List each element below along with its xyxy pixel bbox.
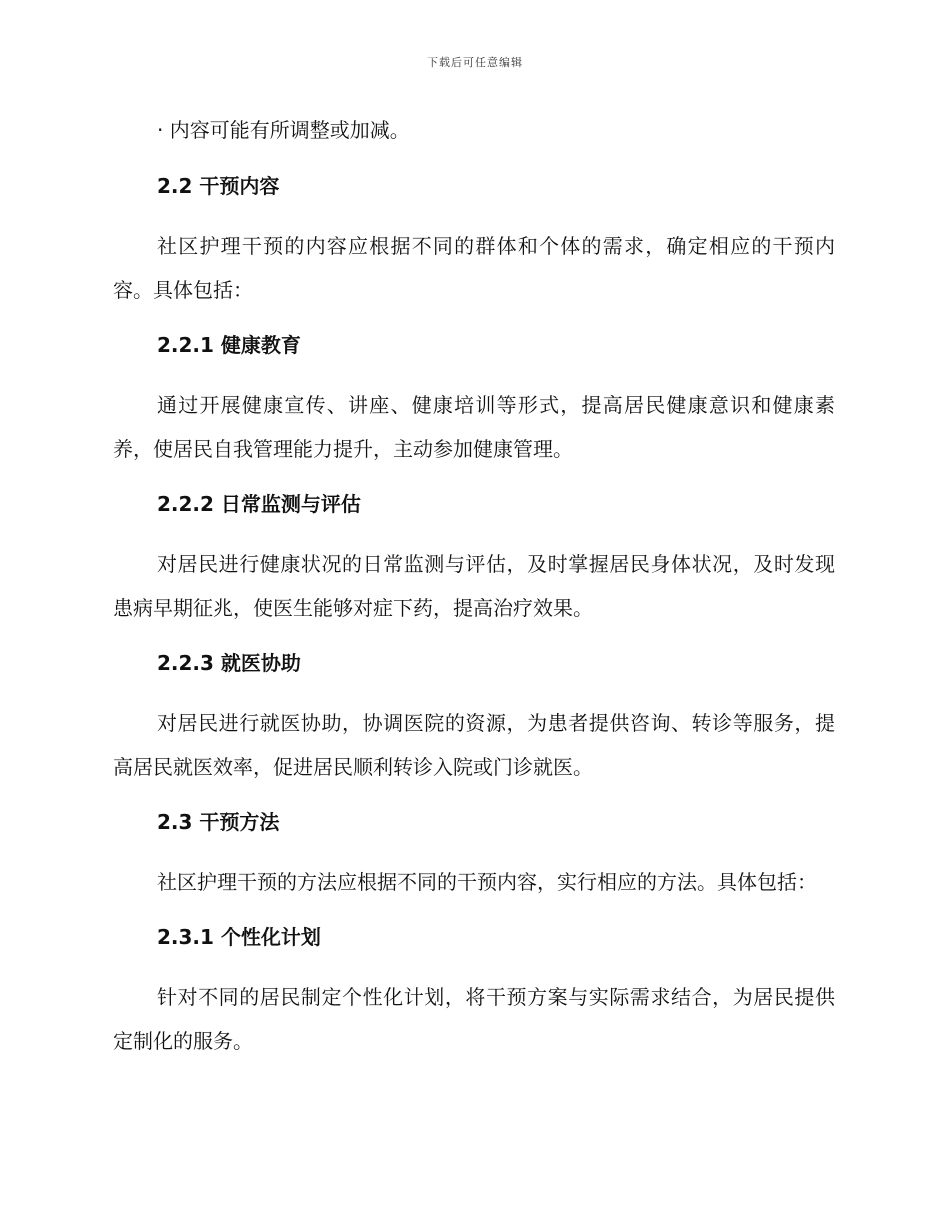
paragraph-2-3: 社区护理干预的方法应根据不同的干预内容，实行相应的方法。具体包括： [157,870,817,894]
paragraph-2-2-3: 对居民进行就医协助，协调医院的资源，为患者提供咨询、转诊等服务，提高居民就医效率，促进居民顺利转诊入院或门诊就医。 [113,711,835,779]
section-heading-2-3-1: 2.3.1 个性化计划 [157,925,321,949]
page-header: 下载后可任意编辑 [427,56,523,69]
section-heading-2-2-3: 2.2.3 就医协助 [157,651,301,675]
section-heading-2-2: 2.2 干预内容 [157,174,280,198]
paragraph-2-2-2: 对居民进行健康状况的日常监测与评估，及时掌握居民身体状况，及时发现患病早期征兆，使医生能够对症下药，提高治疗效果。 [113,552,835,620]
paragraph-2-3-1: 针对不同的居民制定个性化计划，将干预方案与实际需求结合，为居民提供定制化的服务。 [113,985,835,1053]
paragraph-2-2-1: 通过开展健康宣传、讲座、健康培训等形式，提高居民健康意识和健康素养，使居民自我管理能力提升，主动参加健康管理。 [113,393,835,461]
paragraph-2-2: 社区护理干预的内容应根据不同的群体和个体的需求，确定相应的干预内容。具体包括： [113,234,835,302]
section-heading-2-3: 2.3 干预方法 [157,810,280,834]
bullet-note: · 内容可能有所调整或加减。 [157,118,410,142]
section-heading-2-2-2: 2.2.2 日常监测与评估 [157,492,361,516]
document-body [113,112,835,1078]
section-heading-2-2-1: 2.2.1 健康教育 [157,333,301,357]
